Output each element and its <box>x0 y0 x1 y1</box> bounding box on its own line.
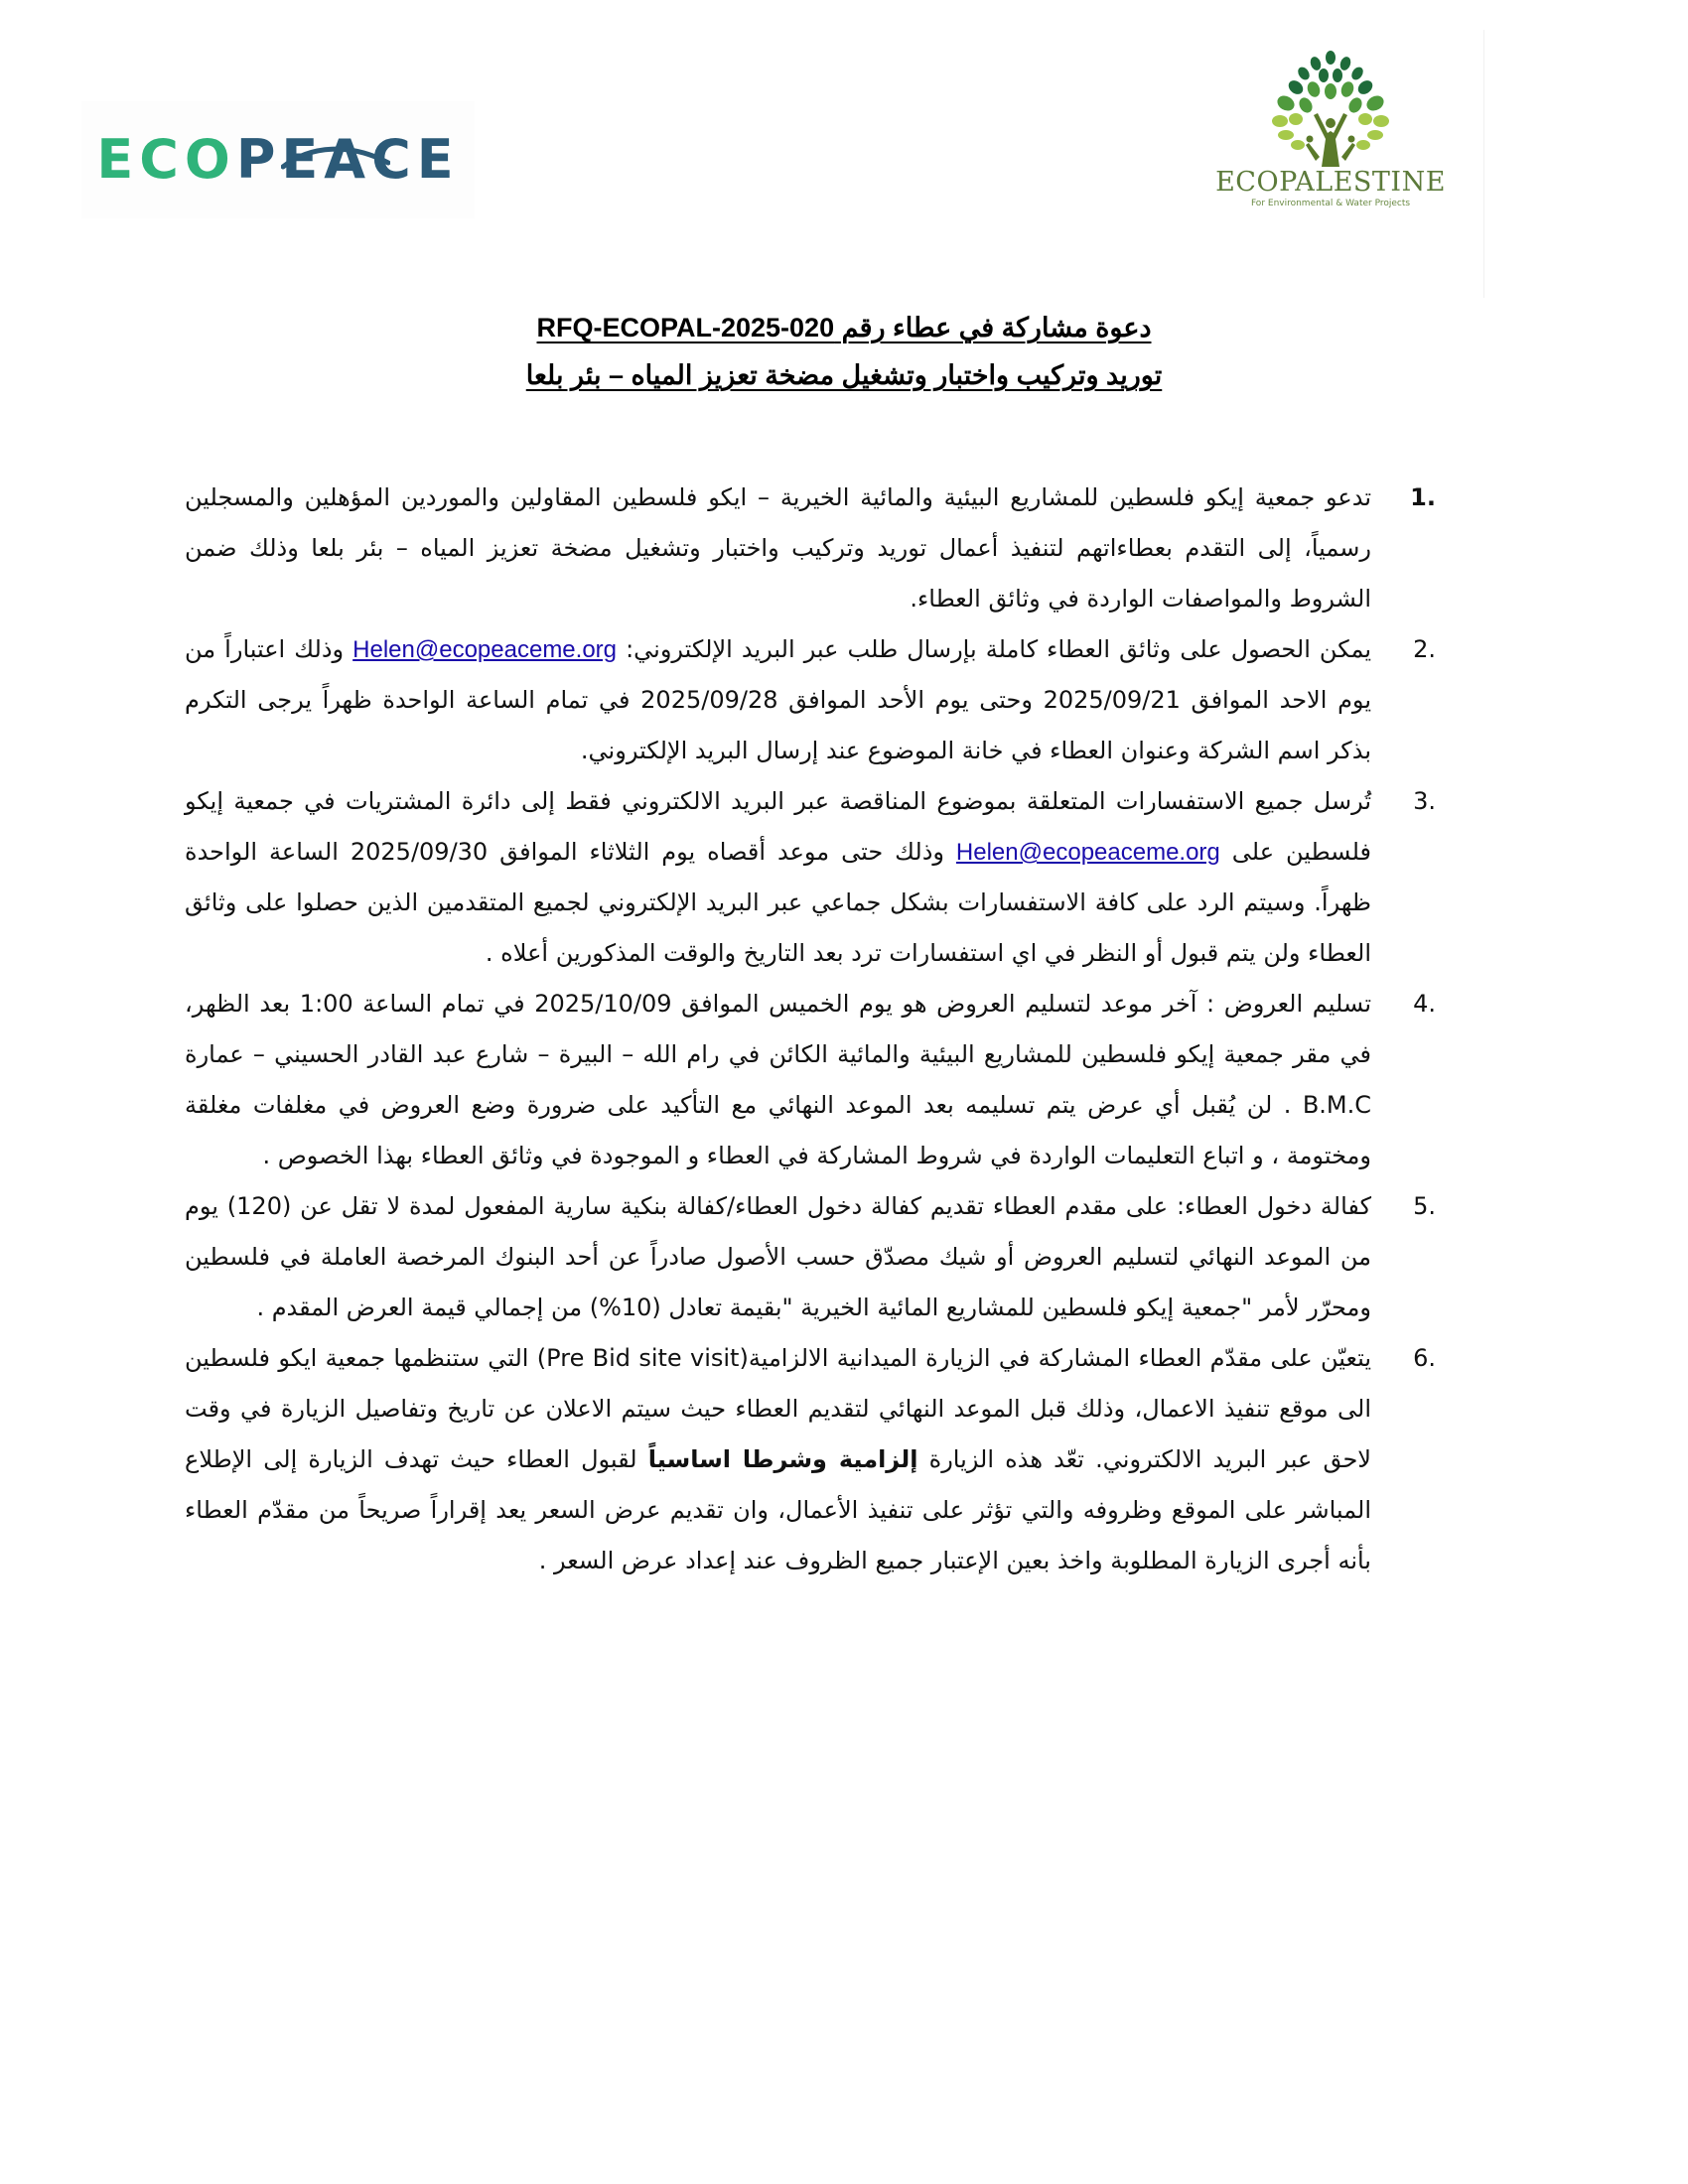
ecopalestine-name: ECOPALESTINE <box>1215 167 1446 198</box>
item-text-before: يمكن الحصول على وثائق العطاء كاملة بإرسال طلب عبر البريد الإلكتروني: <box>617 635 1371 663</box>
item-text-before: تُرسل جميع الاستفسارات المتعلقة بموضوع المناقصة عبر البريد الالكتروني فقط إلى دائرة المشتريات في جمعية إيكو فلسطين على <box>185 787 1371 866</box>
list-item-3 <box>185 776 1436 979</box>
item-text-after: وذلك اعتباراً من يوم الاحد الموافق 2025/09/21 وحتى يوم الأحد الموافق 2025/09/28 في تمام الساعة الواحدة ظهراً يرجى التكرم بذكر اسم الشركة وعنوان العطاء في خانة الموضوع عند إرسال البريد الإلكتروني. <box>185 635 1372 764</box>
title-rfq-line: دعوة مشاركة في عطاء رقم RFQ-ECOPAL-2025-020 <box>536 313 1152 342</box>
list-item-6 <box>185 1333 1436 1586</box>
item-text: كفالة دخول العطاء: على مقدم العطاء تقديم كفالة دخول العطاء/كفالة بنكية سارية المفعول لمدة لا تقل عن (120) يوم من الموعد النهائي لتسليم العروض أو شيك مصدّق حسب الأصول صادراً عن أحد البنوك المرخصة العاملة في فلسطين ومحرّر لأمر "جمعية إيكو فلسطين للمشاريع المائية الخيرية "بقيمة تعادل (10%) من إجمالي قيمة العرض المقدم . <box>185 1192 1371 1321</box>
item-text-before: يتعيّن على مقدّم العطاء المشاركة في الزيارة الميدانية الالزامية( <box>739 1344 1371 1372</box>
item-text-after: لقبول العطاء حيث تهدف الزيارة إلى الإطلاع المباشر على الموقع وظروفه والتي تؤثر على تنفيذ الأعمال، وان تقديم عرض السعر يعد إقراراً صريحاً من مقدّم العطاء بأنه أجرى الزيارة المطلوبة واخذ بعين الإعتبار جميع الظروف عند إعداد عرض السعر . <box>185 1445 1371 1574</box>
list-item-1 <box>185 473 1436 624</box>
email-link[interactable]: Helen@ecopeaceme.org <box>955 839 1220 866</box>
document-title <box>298 304 1390 399</box>
email-link[interactable]: Helen@ecopeaceme.org <box>352 636 618 663</box>
list-item-4 <box>185 979 1436 1181</box>
ecopalestine-logo <box>1196 40 1465 218</box>
item-number: 1. <box>1410 483 1436 511</box>
tree-with-people-icon <box>1256 50 1405 169</box>
ecopeace-wordmark <box>96 128 460 191</box>
list-item-2 <box>185 624 1436 776</box>
mandatory-emphasis: إلزامية وشرطا اساسياً <box>647 1445 918 1473</box>
wave-icon <box>281 141 390 171</box>
logo-border-line <box>1483 30 1484 298</box>
item-number: 4. <box>1413 990 1436 1018</box>
ecopeace-logo <box>81 101 475 218</box>
ecopeace-logo-peace: PEACE <box>235 128 460 191</box>
ecopeace-logo-eco: ECO <box>96 128 236 191</box>
item-text: تسليم العروض : آخر موعد لتسليم العروض هو يوم الخميس الموافق 2025/10/09 في تمام الساعة 1:00 بعد الظهر، في مقر جمعية إيكو فلسطين للمشاريع البيئية والمائية الكائن في رام الله – البيرة – شارع عبد القادر الحسيني – عمارة B.M.C . لن يُقبل أي عرض يتم تسليمه بعد الموعد النهائي مع التأكيد على ضرورة وضع العروض في مغلفات مغلقة ومختومة ، و اتباع التعليمات الواردة في شروط المشاركة في العطاء و الموجودة في وثائق العطاء بهذا الخصوص . <box>185 990 1372 1169</box>
ecopalestine-tagline: For Environmental & Water Projects <box>1250 199 1411 208</box>
list-item-5 <box>185 1181 1436 1333</box>
item-number: 5. <box>1413 1192 1436 1220</box>
numbered-list <box>185 473 1436 1586</box>
item-number: 6. <box>1413 1344 1436 1372</box>
title-subject-line: توريد وتركيب واختبار وتشغيل مضخة تعزيز المياه – بئر بلعا <box>525 360 1163 390</box>
item-text-middle: ) التي ستنظمها جمعية ايكو فلسطين الى موقع تنفيذ الاعمال، وذلك قبل الموعد النهائي لتقديم العطاء حيث سيتم الاعلان عن تاريخ وتفاصيل الزيارة في وقت لاحق عبر البريد الالكتروني. تعّد هذه الزيارة <box>185 1344 1371 1473</box>
item-text-after: وذلك حتى موعد أقصاه يوم الثلاثاء الموافق 2025/09/30 الساعة الواحدة ظهراً. وسيتم الرد على كافة الاستفسارات بشكل جماعي عبر البريد الإلكتروني لجميع المتقدمين الذين حصلوا على وثائق العطاء ولن يتم قبول أو النظر في اي استفسارات ترد بعد التاريخ والوقت المذكورين أعلاه . <box>185 838 1371 967</box>
pre-bid-visit-term: Pre Bid site visit <box>546 1344 740 1372</box>
item-number: 3. <box>1413 787 1436 815</box>
item-text: تدعو جمعية إيكو فلسطين للمشاريع البيئية والمائية الخيرية – ايكو فلسطين المقاولين والموردين المؤهلين والمسجلين رسمياً، إلى التقدم بعطاءاتهم لتنفيذ أعمال توريد وتركيب واختبار وتشغيل مضخة تعزيز المياه – بئر بلعا وذلك ضمن الشروط والمواصفات الواردة في وثائق العطاء. <box>185 483 1371 613</box>
item-number: 2. <box>1413 635 1436 663</box>
